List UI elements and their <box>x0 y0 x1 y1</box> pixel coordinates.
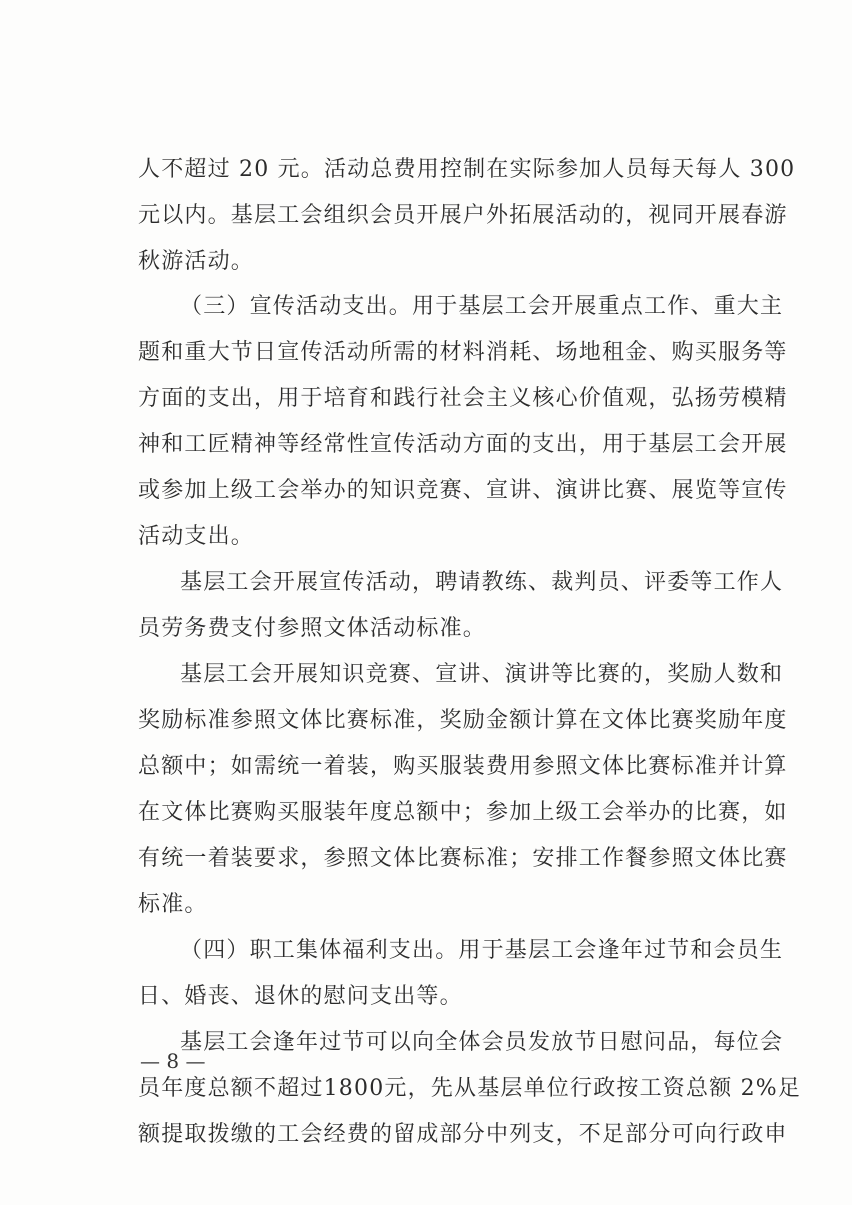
text-line: （三）宣传活动支出。用于基层工会开展重点工作、重大主 <box>180 294 784 319</box>
text-line: 基层工会开展宣传活动，聘请教练、裁判员、评委等工作人 <box>180 570 784 595</box>
text-line: （四）职工集体福利支出。用于基层工会逢年过节和会员生 <box>180 938 784 963</box>
text-line: 活动支出。 <box>138 524 255 549</box>
page-number: — 8 — <box>140 1049 206 1073</box>
text-line: 奖励标准参照文体比赛标准，奖励金额计算在文体比赛奖励年度 <box>138 708 788 733</box>
text-line: 元以内。基层工会组织会员开展户外拓展活动的，视同开展春游 <box>138 203 788 228</box>
text-line: 员劳务费支付参照文体活动标准。 <box>138 616 487 641</box>
text-line: 总额中；如需统一着装，购买服装费用参照文体比赛标准并计算 <box>138 754 788 779</box>
text-line: 有统一着装要求，参照文体比赛标准；安排工作餐参照文体比赛 <box>138 846 788 871</box>
text-line: 标准。 <box>138 892 208 917</box>
text-line: 额提取拨缴的工会经费的留成部分中列支，不足部分可向行政申 <box>138 1122 788 1147</box>
text-line: 日、婚丧、退休的慰问支出等。 <box>138 984 463 1009</box>
text-line: 基层工会开展知识竞赛、宣讲、演讲等比赛的，奖励人数和 <box>180 662 784 687</box>
text-line: 基层工会逢年过节可以向全体会员发放节日慰问品，每位会 <box>180 1030 784 1055</box>
text-line: 员年度总额不超过1800元，先从基层单位行政按工资总额 2%足 <box>138 1076 802 1101</box>
text-line: 神和工匠精神等经常性宣传活动方面的支出，用于基层工会开展 <box>138 432 788 457</box>
text-line: 人不超过 20 元。活动总费用控制在实际参加人员每天每人 300 <box>138 157 796 182</box>
text-line: 或参加上级工会举办的知识竞赛、宣讲、演讲比赛、展览等宣传 <box>138 478 788 503</box>
text-line: 方面的支出，用于培育和践行社会主义核心价值观，弘扬劳模精 <box>138 386 788 411</box>
text-line: 在文体比赛购买服装年度总额中；参加上级工会举办的比赛，如 <box>138 800 788 825</box>
text-line: 题和重大节日宣传活动所需的材料消耗、场地租金、购买服务等 <box>138 340 788 365</box>
text-line: 秋游活动。 <box>138 249 255 274</box>
